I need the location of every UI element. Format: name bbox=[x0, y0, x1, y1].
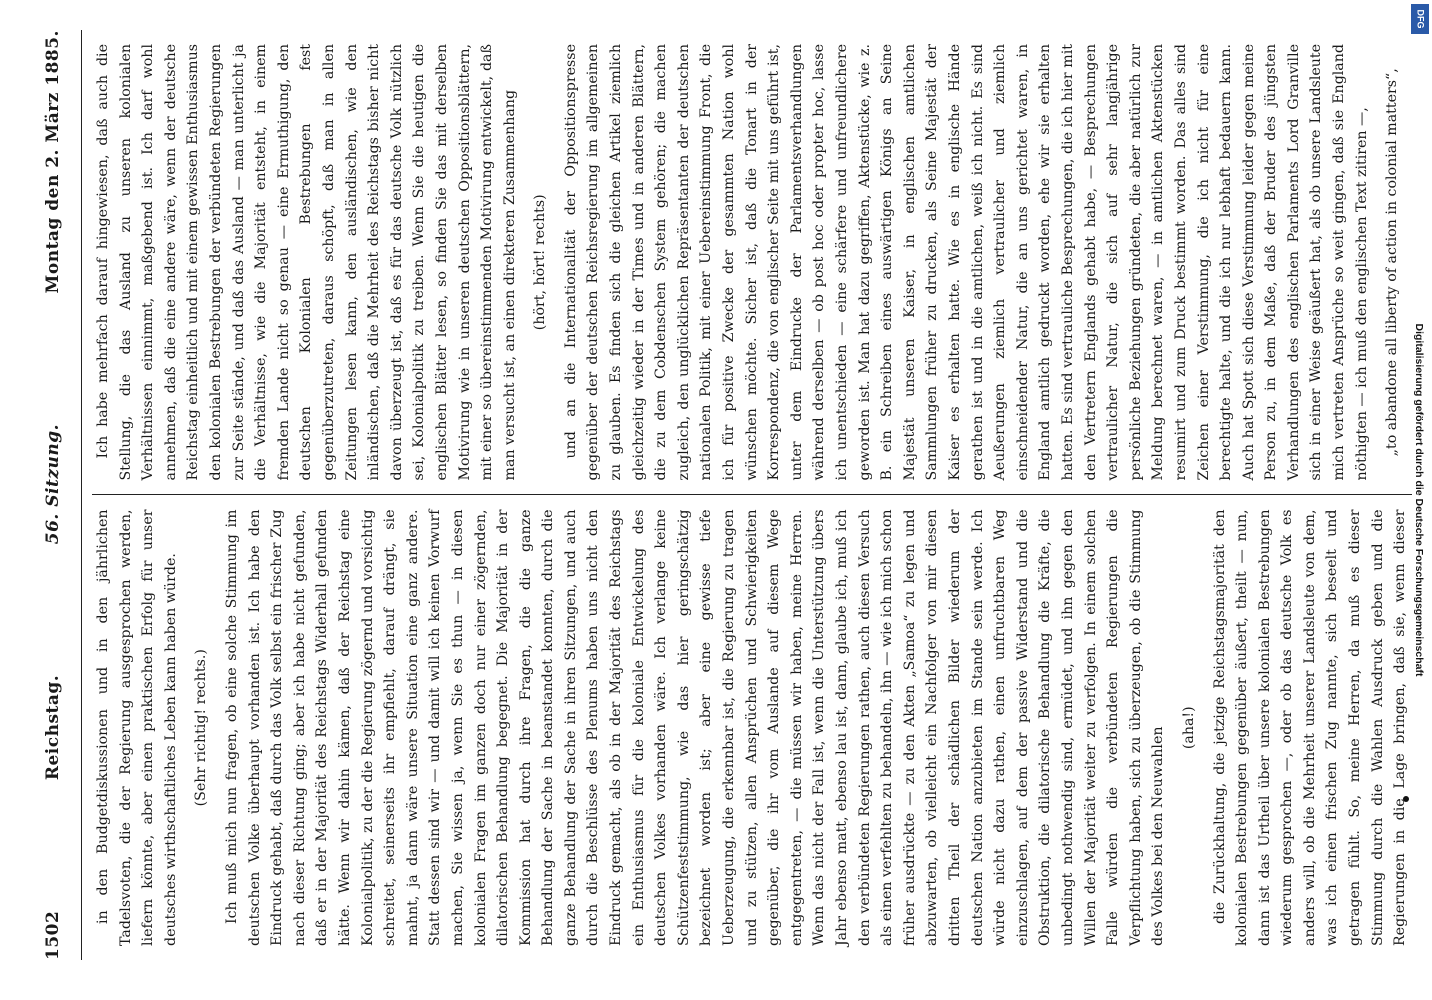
interjection: (hört, hört! rechts) bbox=[532, 194, 549, 331]
text-columns bbox=[92, 30, 1412, 960]
paragraph: und an die Internationalität der Oppositionspresse gegenüber der deutschen Reichsregierung im allgemeinen zu glauben. Es finden sich die gleichen Artikel ziemlich gleichzeitig wieder in der Times und in anderen Blättern, die zu dem Cobdenschen System gehören; die machen zugleich, den unglücklichen Repräsentanten der deutschen nationalen Politik, mit einer Uebereinstimmung Front, die ich für positive Zwecke der gesammten Nation wohl wünschen möchte. Sicher ist, daß die Tonart in der Korrespondenz, die von englischer Seite mit uns geführt ist, unter dem Eindrucke der Parlamentsverhandlungen während derselben — ob post hoc oder propter hoc, lasse ich unentschieden — eine schärfere und unfreundlichere geworden ist. Man hat dazu gegriffen, Aktenstücke, wie z. B. ein Schreiben eines auswärtigen Königs an Seine Majestät unseren Kaiser, in englischen amtlichen Sammlungen früher zu drucken, als Seine Majestät der Kaiser es erhalten hatte. Wie es in englische Hände gerathen ist und in die amtlichen, weiß ich nicht. Es sind Aeußerungen ziemlich vertraulicher und ziemlich einschneidender Natur, die an uns gerichtet waren, in England amtlich gedruckt worden, ehe wir sie erhalten hatten. Es sind vertrauliche Besprechungen, die ich hier mit den Vertretern Englands gehabt habe, — Besprechungen vertraulicher Natur, die sich auf sehr langjährige persönliche Beziehungen gründeten, die aber natürlich zur Meldung berechnet waren, — in amtlichen Aktenstücken resumirt und zum Druck bestimmt worden. Das alles sind Zeichen einer Verstimmung, die ich nicht für eine berechtigte halte, und die ich nur lebhaft bedauern kann. Auch hat Spott sich diese Verstimmung leider gegen meine Person zu, in dem Maße, daß der Bruder des jüngsten Verhandlungen des englischen Parlaments Lord Granville sich in einer Weise geäußert hat, als ob unsere Landsleute mich vertreten Ansprüche so weit gingen, daß sie England nöthigten — ich muß den englischen Text zitiren —, bbox=[562, 44, 1370, 481]
session-date: Montag den 2. März 1885. bbox=[43, 30, 63, 294]
interjection: (Sehr richtig! rechts.) bbox=[193, 649, 210, 807]
text-column-right bbox=[92, 30, 1412, 495]
header-rule bbox=[81, 30, 82, 960]
interjection: (aha!) bbox=[1180, 706, 1197, 750]
page-number: 1502 bbox=[43, 910, 63, 960]
header-left-label: Reichstag. bbox=[43, 674, 63, 781]
dfg-badge: DFG bbox=[1411, 4, 1429, 34]
paragraph: in den Budgetdiskussionen und in den jährlichen Tadelsvoten, die der Regierung ausgesprochen werden, liefern könnte, aber einen praktischen Erfolg für unser deutsches wirthschaftliches Leben kann haben würde. bbox=[95, 509, 179, 946]
digitization-note: Digitalisierung gefördert durch die Deutsche Forschungsgemeinschaft bbox=[1413, 323, 1425, 677]
column-divider bbox=[92, 495, 1412, 496]
paragraph: die Zurückhaltung, die jetzige Reichstagsmajorität den kolonialen Bestrebungen gegenüber äußert, theilt — nun, dann ist das Urtheil über unsere kolonialen Bestrebungen wiederum gesprochen —, oder ob das deutsche Volk es anders will, ob die Mehrheit unserer Landsleute von dem, was ich einen frischen Zug nannte, sich beseelt und getragen fühlt. So, meine Herren, da muß es dieser Stimmung durch die Wahlen Ausdruck geben und die Regierungen in die Lage bringen, daß sie, wenn dieser bbox=[1211, 509, 1409, 946]
text-column-left bbox=[92, 496, 1412, 961]
session-label: 56. Sitzung. bbox=[43, 423, 63, 545]
interjection: „to abandone all liberty of action in colonial matters“, bbox=[1384, 68, 1401, 457]
paragraph: Ich muß mich nun fragen, ob eine solche Stimmung im deutschen Volke überhaupt vorhanden ist. Ich habe den Eindruck gehabt, daß durch das Volk selbst ein frischer Zug nach dieser Richtung ging; aber ich habe nicht gefunden, daß er in der Majorität des Reichstags Widerhall gefunden hätte. Wenn wir dahin kämen, daß der Reichstag eine Kolonialpolitik, zu der die Regierung zögernd und vorsichtig schreitet, seinerseits ihr empfiehlt, darauf drängt, sie mahnt, ja dann wäre unsere Situation eine ganz andere. Statt dessen sind wir — und damit will ich keinen Vorwurf machen, Sie wissen ja, wenn Sie es thun — in diesen kolonialen Fragen im ganzen doch nur einer zögernden, dilatorischen Behandlung begegnet. Die Majorität in der Kommission hat durch ihre Fragen, die die ganze Behandlung der Sache in beanstandet konnten, durch die ganze Behandlung der Sache in ihren Sitzungen, und auch durch die Beschlüsse des Plenums haben uns nicht den Eindruck gemacht, als ob in der Majorität des Reichstags ein Enthusiasmus für die koloniale Entwickelung des deutschen Volkes vorhanden wäre. Ich verlange keine Schützenfeststimmung, wie das hier geringschätzig bezeichnet worden ist; aber eine gewisse tiefe Ueberzeugung, die erkennbar ist, die Regierung zu tragen und zu stützen, allen Ansprüchen und Schwierigkeiten gegenüber, die ihr vom Auslande auf diesem Wege entgegentreten, — die müssen wir haben, meine Herren. Wenn das nicht der Fall ist, wenn die Unterstützung übers Jahr ebenso matt, ebenso lau ist, dann, glaube ich, muß ich den verbündeten Regierungen rathen, auch diesen Versuch als einen verfehlten zu behandeln, ihn — wie ich mich schon früher ausdrückte — zu den Akten „Samoa“ zu legen und abzuwarten, ob vielleicht ein Nachfolger von mir diesen dritten Theil der schädlichen Bilder wiederum der deutschen Nation anzubieten im Stande sein werde. Ich würde nicht dazu rathen, einen unfruchtbaren Weg einzuschlagen, auf dem der passive Widerstand und die Obstruktion, die dilatorische Behandlung die Kräfte, die unbedingt nothwendig sind, ermüdet, und ihn gegen den Willen der Majorität weiter zu verfolgen. In einem solchen Falle würden die verbündeten Regierungen die Verpflichtung haben, sich zu überzeugen, ob die Stimmung des Volkes bei den Neuwahlen bbox=[223, 509, 1167, 946]
page-header bbox=[39, 30, 67, 960]
document-page bbox=[32, 0, 1432, 1000]
paragraph: Ich habe mehrfach darauf hingewiesen, daß auch die Stellung, die das Ausland zu unseren kolonialen Verhältnissen einnimmt, maßgebend ist. Ich darf wohl annehmen, daß die eine andere wäre, wenn der deutsche Reichstag einheitlich und mit einem gewissen Enthusiasmus den kolonialen Bestrebungen der verbündeten Regierungen zur Seite stände, und daß das Ausland — man unterlicht ja die Verhältnisse, wie die Majorität entsteht, in einem fremden Lande nicht so genau — eine Ermuthigung, den deutschen Kolonialen Bestrebungen fest gegenüberzutreten, daraus schöpft, daß man in allen Zeitungen lesen kann, den ausländischen, wie den inländischen, daß die Mehrheit des Reichstags bisher nicht davon überzeugt ist, daß es für das deutsche Volk nützlich sei, Kolonialpolitik zu treiben. Wenn Sie die heutigen die englischen Blätter lesen, so finden Sie das mit derselben Motivirung wie in unseren deutschen Oppositionsblättern, mit einer so übereinstimmenden Motivirung entwickelt, daß man versucht ist, an einen direkteren Zusammenhang bbox=[95, 44, 518, 481]
